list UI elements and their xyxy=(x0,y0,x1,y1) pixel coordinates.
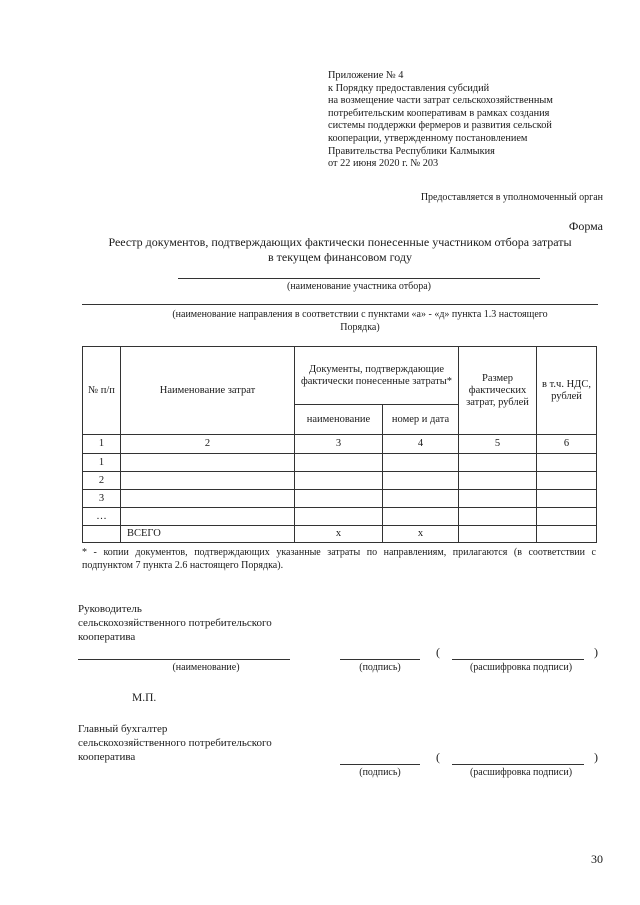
table-cell xyxy=(459,490,537,508)
open-paren: ( xyxy=(436,645,440,659)
open-paren: ( xyxy=(436,750,440,764)
table-cell xyxy=(383,490,459,508)
head-name-caption: (наименование) xyxy=(172,662,240,673)
col-number: 5 xyxy=(459,435,537,454)
table-cell xyxy=(295,472,383,490)
title-line: в текущем финансовом году xyxy=(267,250,413,264)
table-cell: 2 xyxy=(83,472,121,490)
head-sign-line xyxy=(340,659,420,660)
registry-table xyxy=(82,346,597,543)
accountant-sign-line xyxy=(340,764,420,765)
footnote: * - копии документов, подтверждающих указанные затраты по направлениям, прилагаются (в соответствии с подпунктом 7 пункта 2.6 настоящего Порядка). xyxy=(82,547,596,571)
appendix-line: системы поддержки фермеров и развития сельской xyxy=(328,120,552,132)
table-cell xyxy=(121,472,295,490)
table-cell xyxy=(459,454,537,472)
table-cell xyxy=(537,490,597,508)
head-sign-caption: (подпись) xyxy=(359,662,401,673)
participant-fill-line xyxy=(178,278,540,279)
table-cell: 1 xyxy=(83,454,121,472)
header-docs-num: номер и дата xyxy=(383,405,459,435)
accountant-decode-line xyxy=(452,764,584,765)
accountant-sign-caption: (подпись) xyxy=(359,767,401,778)
table-cell xyxy=(459,472,537,490)
table-cell: х xyxy=(383,526,459,543)
appendix-line: на возмещение части затрат сельскохозяйственным xyxy=(328,95,553,107)
head-title-line: Руководитель xyxy=(78,603,142,615)
accountant-title-line: кооператива xyxy=(78,751,136,763)
appendix-line: кооперации, утвержденному постановлением xyxy=(328,132,528,144)
table-row xyxy=(83,454,597,472)
direction-fill-line xyxy=(82,304,598,305)
document-title xyxy=(40,235,640,265)
accountant-title-line: сельскохозяйственного потребительского xyxy=(78,737,272,749)
col-number: 1 xyxy=(83,435,121,454)
table-cell xyxy=(295,490,383,508)
column-numbers-row xyxy=(83,435,597,454)
table-cell xyxy=(537,526,597,543)
accountant-title-line: Главный бухгалтер xyxy=(78,723,168,735)
table-cell xyxy=(295,508,383,526)
appendix-line: Приложение № 4 xyxy=(328,70,404,81)
total-row xyxy=(83,526,597,543)
close-paren: ) xyxy=(594,645,598,659)
direction-caption-line: (наименование направления в соответствии с пунктами «а» - «д» пункта 1.3 настоящего xyxy=(172,309,548,320)
header-vat: в т.ч. НДС, рублей xyxy=(537,347,597,435)
table-row xyxy=(83,472,597,490)
table-cell: 3 xyxy=(83,490,121,508)
col-number: 3 xyxy=(295,435,383,454)
table-cell xyxy=(537,508,597,526)
head-decode-line xyxy=(452,659,584,660)
table-row xyxy=(83,508,597,526)
table-cell: х xyxy=(295,526,383,543)
header-docs: Документы, подтверждающие фактически понесенные затраты* xyxy=(295,347,459,405)
total-label: ВСЕГО xyxy=(121,526,295,543)
table-cell xyxy=(383,472,459,490)
submission-note: Предоставляется в уполномоченный орган xyxy=(420,192,603,203)
table-cell xyxy=(121,454,295,472)
stamp-place: М.П. xyxy=(132,692,157,704)
direction-caption xyxy=(90,308,630,334)
appendix-header xyxy=(328,70,598,171)
page-number: 30 xyxy=(591,852,603,866)
header-num: № п/п xyxy=(83,347,121,435)
participant-caption: (наименование участника отбора) xyxy=(287,281,431,292)
col-number: 4 xyxy=(383,435,459,454)
table-row xyxy=(83,490,597,508)
appendix-line: к Порядку предоставления субсидий xyxy=(328,82,490,94)
accountant-title xyxy=(78,722,272,764)
close-paren: ) xyxy=(594,750,598,764)
col-number: 2 xyxy=(121,435,295,454)
header-docs-name: наименование xyxy=(295,405,383,435)
table-cell xyxy=(121,508,295,526)
title-line: Реестр документов, подтверждающих фактически понесенные участником отбора затраты xyxy=(108,235,572,249)
table-cell xyxy=(83,526,121,543)
form-label: Форма xyxy=(568,219,603,233)
appendix-line: Правительства Республики Калмыкия xyxy=(328,145,495,157)
table-cell xyxy=(121,490,295,508)
head-title-line: кооператива xyxy=(78,631,136,643)
header-name: Наименование затрат xyxy=(121,347,295,435)
table-cell xyxy=(459,508,537,526)
head-name-line xyxy=(78,659,290,660)
col-number: 6 xyxy=(537,435,597,454)
table-cell xyxy=(383,508,459,526)
table-cell xyxy=(537,472,597,490)
table-cell xyxy=(459,526,537,543)
table-cell xyxy=(383,454,459,472)
head-decode-caption: (расшифровка подписи) xyxy=(469,662,573,673)
appendix-line: от 22 июня 2020 г. № 203 xyxy=(328,158,439,170)
table-cell xyxy=(537,454,597,472)
header-size: Размер фактических затрат, рублей xyxy=(459,347,537,435)
appendix-line: потребительским кооперативам в рамках создания xyxy=(328,107,550,119)
table-cell: … xyxy=(83,508,121,526)
head-title-line: сельскохозяйственного потребительского xyxy=(78,617,272,629)
table-cell xyxy=(295,454,383,472)
accountant-decode-caption: (расшифровка подписи) xyxy=(469,767,573,778)
direction-caption-line: Порядка) xyxy=(340,322,380,333)
head-title xyxy=(78,602,272,644)
